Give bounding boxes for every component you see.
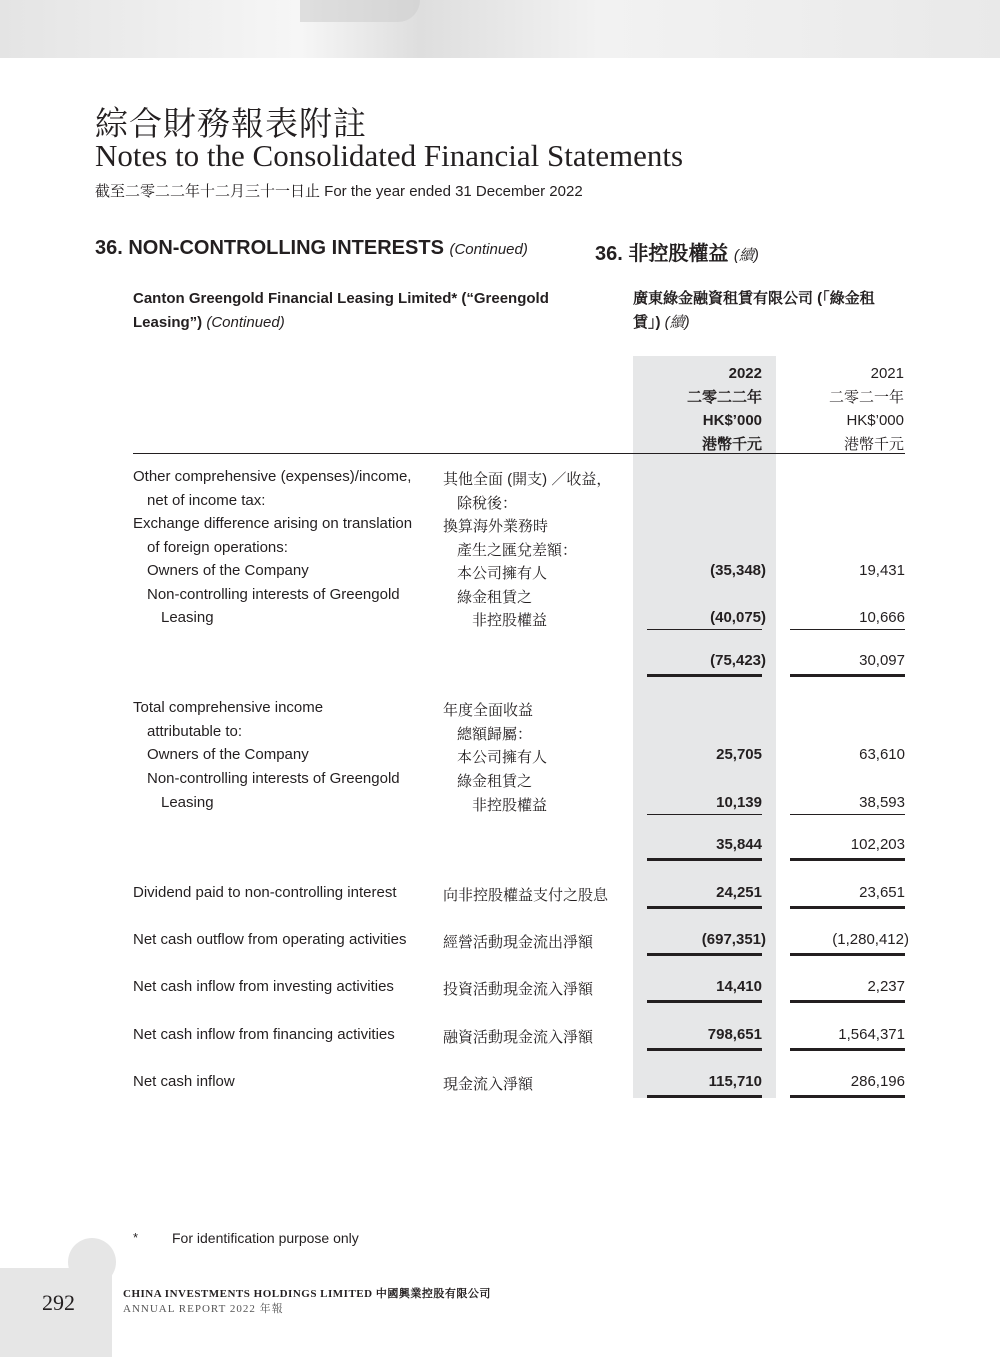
footer-report: ANNUAL REPORT 2022 年報: [123, 1303, 284, 1315]
subsection-zh-continued: (續): [664, 314, 690, 331]
oci-owners-label-zh: 本公司擁有人: [457, 565, 548, 582]
tci-nci-label-zh-1: 綠金租賃之: [457, 773, 533, 790]
subtotal-rule: [790, 814, 905, 815]
tci-owners-label-en: Owners of the Company: [147, 746, 309, 763]
column-header-2021: [780, 362, 904, 456]
subsection-zh-line2: 賃」): [633, 314, 661, 331]
column-unit: HK$’000: [846, 412, 904, 429]
oci-owners-2022: (35,348): [710, 562, 766, 579]
subsection-heading-en: [133, 287, 603, 335]
column-unit-zh: 港幣千元: [843, 435, 904, 453]
tci-total-2022: 35,844: [716, 836, 762, 853]
column-unit: HK$’000: [702, 412, 762, 429]
dividend-label-en: Dividend paid to non-controlling interest: [133, 884, 397, 901]
tci-nci-2021: 38,593: [859, 794, 905, 811]
fx-label-en-1: Exchange difference arising on translation: [133, 515, 413, 532]
tci-owners-label-zh: 本公司擁有人: [457, 749, 548, 766]
header-band: [0, 0, 1000, 58]
oci-owners-2021: 19,431: [859, 562, 905, 579]
total-rule: [790, 1048, 905, 1051]
subsection-zh-line1: 廣東綠金融資租賃有限公司 (「綠金租: [633, 290, 875, 307]
oci-nci-2022: (40,075): [710, 609, 766, 626]
reporting-period: 截至二零二二年十二月三十一日止 For the year ended 31 December 2022: [95, 183, 583, 200]
tci-nci-label-en-2: Leasing: [161, 794, 214, 811]
total-rule: [790, 906, 905, 909]
footnote-mark: *: [133, 1230, 139, 1245]
investing-label-zh: 投資活動現金流入淨額: [443, 981, 594, 998]
footer-company: CHINA INVESTMENTS HOLDINGS LIMITED 中國興業控股有限公司: [123, 1288, 491, 1300]
subtotal-rule: [647, 629, 762, 630]
subsection-en-line2: Leasing”): [133, 314, 203, 331]
total-rule: [647, 858, 762, 861]
oci-nci-label-zh-1: 綠金租賃之: [457, 589, 533, 606]
net-cash-label-zh: 現金流入淨額: [443, 1076, 534, 1093]
column-year-zh: 二零二二年: [686, 388, 762, 406]
dividend-2021: 23,651: [859, 884, 905, 901]
subsection-heading-zh: [633, 287, 903, 335]
dividend-label-zh: 向非控股權益支付之股息: [443, 887, 609, 904]
financing-2022: 798,651: [707, 1026, 762, 1043]
section-continued-en: (Continued): [449, 241, 528, 258]
page-number: 292: [42, 1290, 75, 1315]
oci-label-en-1: Other comprehensive (expenses)/income,: [133, 468, 412, 485]
total-rule: [790, 953, 905, 956]
total-rule: [647, 1048, 762, 1051]
fx-label-en-2: of foreign operations:: [147, 539, 288, 556]
column-unit-zh: 港幣千元: [701, 435, 762, 453]
tci-label-zh-1: 年度全面收益: [443, 702, 534, 719]
financing-label-en: Net cash inflow from financing activities: [133, 1026, 395, 1043]
oci-label-zh-1: 其他全面 (開支) ／收益，: [443, 471, 612, 488]
column-header-2022: [640, 362, 762, 456]
subtotal-rule: [647, 814, 762, 815]
section-continued-zh: (續): [733, 247, 759, 264]
financing-2021: 1,564,371: [838, 1026, 905, 1043]
tci-owners-2022: 25,705: [716, 746, 762, 763]
footnote-text: For identification purpose only: [172, 1230, 359, 1246]
total-rule: [647, 674, 762, 677]
oci-nci-label-zh-2: 非控股權益: [472, 612, 548, 629]
total-rule: [790, 674, 905, 677]
tci-label-en-2: attributable to:: [147, 723, 243, 740]
column-year: 2022: [728, 365, 762, 382]
column-year: 2021: [870, 365, 904, 382]
investing-label-en: Net cash inflow from investing activities: [133, 978, 394, 995]
tci-owners-2021: 63,610: [859, 746, 905, 763]
investing-2021: 2,237: [867, 978, 905, 995]
column-year-zh: 二零二一年: [828, 388, 904, 406]
total-rule: [647, 1000, 762, 1003]
oci-total-2022: (75,423): [710, 652, 766, 669]
financing-label-zh: 融資活動現金流入淨額: [443, 1029, 594, 1046]
operating-2022: (697,351): [701, 931, 766, 948]
dividend-2022: 24,251: [716, 884, 762, 901]
page-title-en: Notes to the Consolidated Financial Statements: [95, 138, 684, 173]
tci-total-2021: 102,203: [850, 836, 905, 853]
oci-nci-2021: 10,666: [859, 609, 905, 626]
fx-label-zh-2: 產生之匯兌差額：: [457, 542, 578, 559]
subsection-en-line1: Canton Greengold Financial Leasing Limited* (“Greengold: [133, 290, 549, 307]
total-rule: [790, 1095, 905, 1098]
total-rule: [790, 1000, 905, 1003]
operating-label-en: Net cash outflow from operating activities: [133, 931, 407, 948]
net-cash-label-en: Net cash inflow: [133, 1073, 235, 1090]
net-cash-2022: 115,710: [708, 1073, 762, 1090]
section-title-zh: 36. 非控股權益: [595, 243, 729, 265]
oci-label-en-2: net of income tax:: [147, 492, 266, 509]
tci-nci-label-en-1: Non-controlling interests of Greengold: [147, 770, 400, 787]
total-rule: [647, 953, 762, 956]
section-heading-en: [95, 237, 528, 260]
investing-2022: 14,410: [716, 978, 762, 995]
subsection-en-continued: (Continued): [206, 314, 285, 331]
tci-label-zh-2: 總額歸屬：: [457, 726, 533, 743]
operating-label-zh: 經營活動現金流出淨額: [443, 934, 594, 951]
tci-label-en-1: Total comprehensive income: [133, 699, 324, 716]
tci-nci-2022: 10,139: [716, 794, 762, 811]
operating-2021: (1,280,412): [832, 931, 909, 948]
oci-label-zh-2: 除稅後：: [457, 495, 518, 512]
section-heading-zh: [595, 237, 759, 266]
oci-nci-label-en-1: Non-controlling interests of Greengold: [147, 586, 400, 603]
oci-owners-label-en: Owners of the Company: [147, 562, 309, 579]
subtotal-rule: [790, 629, 905, 630]
oci-total-2021: 30,097: [859, 652, 905, 669]
fx-label-zh-1: 換算海外業務時: [443, 518, 549, 535]
total-rule: [790, 858, 905, 861]
section-title-en: 36. NON-CONTROLLING INTERESTS: [95, 237, 444, 259]
header-rule: [133, 453, 905, 454]
net-cash-2021: 286,196: [850, 1073, 905, 1090]
tci-nci-label-zh-2: 非控股權益: [472, 797, 548, 814]
total-rule: [647, 906, 762, 909]
total-rule: [647, 1095, 762, 1098]
page-title-zh: 綜合財務報表附註: [95, 104, 367, 143]
oci-nci-label-en-2: Leasing: [161, 609, 214, 626]
